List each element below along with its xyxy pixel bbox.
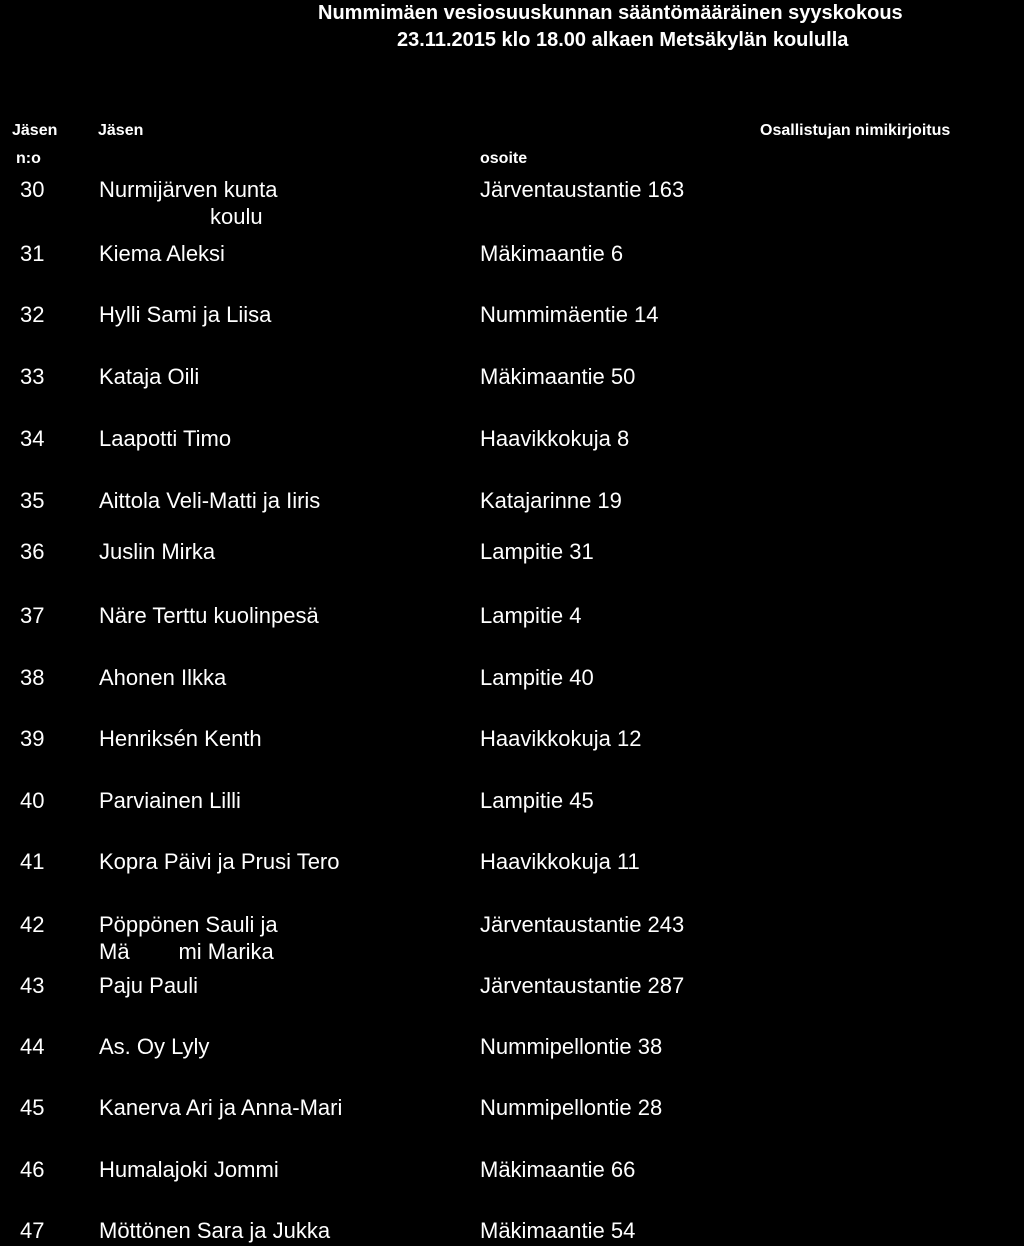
member-address: Nummimäentie 14: [480, 302, 659, 327]
member-name: Kanerva Ari ja Anna-Mari: [99, 1095, 343, 1120]
member-name: Paju Pauli: [99, 973, 199, 998]
member-name-continued: Mä mi Marika: [99, 939, 274, 964]
member-name: Parviainen Lilli: [99, 788, 241, 813]
member-number: 42: [20, 912, 45, 937]
member-address: Lampitie 40: [480, 665, 594, 690]
table-row: [0, 364, 1024, 404]
table-row: [0, 726, 1024, 766]
member-address: Mäkimaantie 50: [480, 364, 636, 389]
header-signature: Osallistujan nimikirjoitus: [760, 122, 951, 139]
member-number: 41: [20, 849, 45, 874]
member-address: Lampitie 4: [480, 603, 582, 628]
member-address: Mäkimaantie 66: [480, 1157, 636, 1182]
member-name-continued: koulu: [210, 204, 263, 229]
table-row: [0, 849, 1024, 889]
member-number: 40: [20, 788, 45, 813]
member-address: Nummipellontie 28: [480, 1095, 663, 1120]
table-row: [0, 1157, 1024, 1197]
member-name: Näre Terttu kuolinpesä: [99, 603, 319, 628]
member-name: Henriksén Kenth: [99, 726, 262, 751]
member-number: 47: [20, 1218, 45, 1243]
member-name: Aittola Veli-Matti ja Iiris: [99, 488, 321, 513]
member-number: 38: [20, 665, 45, 690]
header-member-number-suffix: n:o: [16, 150, 41, 167]
member-name: As. Oy Lyly: [99, 1034, 210, 1059]
member-address: Haavikkokuja 11: [480, 849, 640, 874]
table-row: [0, 1034, 1024, 1074]
member-address: Haavikkokuja 8: [480, 426, 630, 451]
member-number: 45: [20, 1095, 45, 1120]
header-member: Jäsen: [98, 122, 144, 139]
member-number: 31: [20, 241, 45, 266]
member-name: Kiema Aleksi: [99, 241, 225, 266]
table-row: [0, 1218, 1024, 1246]
member-number: 46: [20, 1157, 45, 1182]
member-address: Nummipellontie 38: [480, 1034, 663, 1059]
member-name: Ahonen Ilkka: [99, 665, 227, 690]
table-row: [0, 912, 1024, 972]
table-row: [0, 488, 1024, 528]
member-number: 43: [20, 973, 45, 998]
table-row: [0, 426, 1024, 466]
table-row: [0, 788, 1024, 828]
header-address: osoite: [480, 150, 528, 167]
member-name: Nurmijärven kunta: [99, 177, 278, 202]
member-address: Katajarinne 19: [480, 488, 622, 513]
title-line-1: Nummimäen vesiosuuskunnan sääntömääräinen syyskokous: [318, 2, 903, 24]
member-name: Laapotti Timo: [99, 426, 232, 451]
member-address: Haavikkokuja 12: [480, 726, 642, 751]
title-line-2: 23.11.2015 klo 18.00 alkaen Metsäkylän koululla: [397, 29, 849, 51]
member-address: Järventaustantie 287: [480, 973, 685, 998]
table-row: [0, 665, 1024, 705]
member-address: Järventaustantie 163: [480, 177, 685, 202]
member-number: 44: [20, 1034, 45, 1059]
table-row: [0, 302, 1024, 342]
member-address: Mäkimaantie 6: [480, 241, 624, 266]
member-number: 37: [20, 603, 45, 628]
member-number: 32: [20, 302, 45, 327]
member-name: Hylli Sami ja Liisa: [99, 302, 272, 327]
member-name: Kopra Päivi ja Prusi Tero: [99, 849, 340, 874]
member-number: 30: [20, 177, 45, 202]
table-row: [0, 603, 1024, 643]
member-name: Pöppönen Sauli ja: [99, 912, 278, 937]
header-member-number: Jäsen: [12, 122, 58, 139]
member-name: Humalajoki Jommi: [99, 1157, 279, 1182]
member-name: Juslin Mirka: [99, 539, 216, 564]
table-row: [0, 539, 1024, 579]
member-address: Järventaustantie 243: [480, 912, 685, 937]
member-address: Lampitie 45: [480, 788, 594, 813]
table-row: [0, 177, 1024, 229]
member-number: 39: [20, 726, 45, 751]
table-row: [0, 1095, 1024, 1135]
member-number: 35: [20, 488, 45, 513]
member-number: 34: [20, 426, 45, 451]
table-row: [0, 973, 1024, 1013]
table-row: [0, 241, 1024, 281]
member-address: Mäkimaantie 54: [480, 1218, 636, 1243]
member-number: 36: [20, 539, 45, 564]
member-name: Möttönen Sara ja Jukka: [99, 1218, 331, 1243]
member-number: 33: [20, 364, 45, 389]
member-name: Kataja Oili: [99, 364, 200, 389]
member-address: Lampitie 31: [480, 539, 594, 564]
